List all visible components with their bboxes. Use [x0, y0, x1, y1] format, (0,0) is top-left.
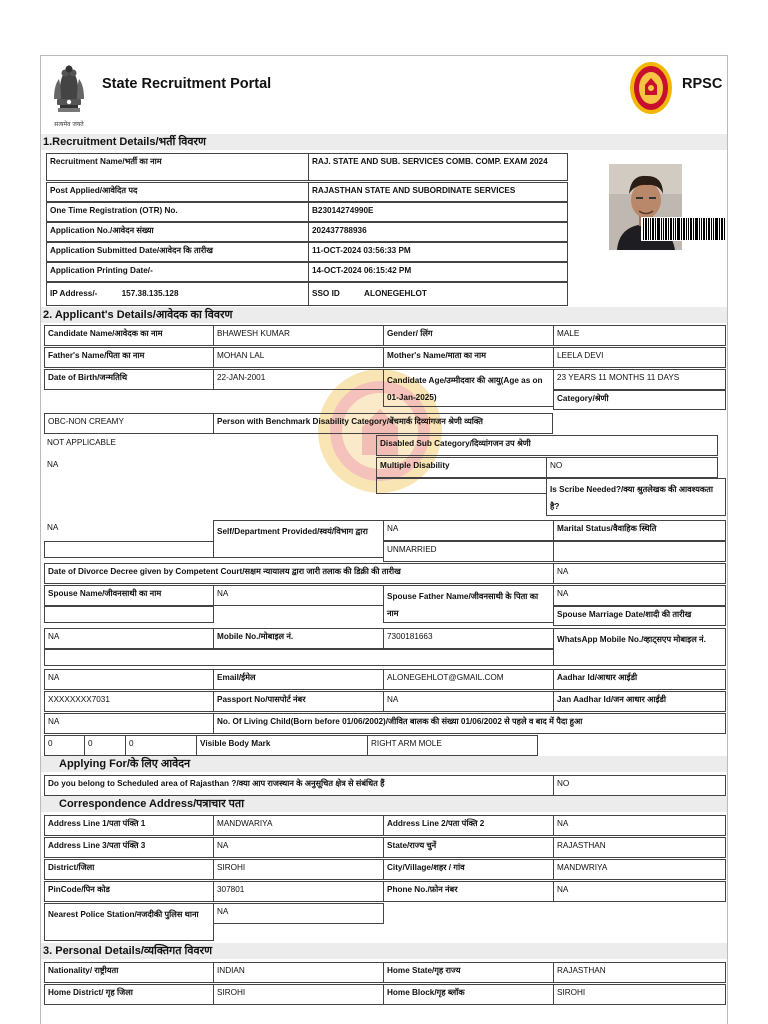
city-value: MANDWRIYA: [553, 859, 726, 880]
mobile-value: 7300181663: [383, 628, 554, 649]
passport-value: NA: [383, 691, 554, 712]
application-form-page: [40, 55, 728, 1024]
multiple-disability-label: Multiple Disability: [376, 457, 547, 478]
candidate-name-label: Candidate Name/आवेदक का नाम: [44, 325, 214, 346]
pwbd-label: Person with Benchmark Disability Category/बेंचमार्क दिव्यांगजन श्रेणी व्यक्ति: [213, 413, 553, 434]
jan-aadhar-value: NA: [44, 713, 214, 734]
living-child-value: 0: [125, 735, 197, 756]
portal-title: State Recruitment Portal: [102, 76, 272, 92]
father-name-label: Father's Name/पिता का नाम: [44, 347, 214, 368]
state-value: RAJASTHAN: [553, 837, 726, 858]
candidate-age-label: Candidate Age/उम्मीदवार की आयु(Age as on 01-Jan-2025): [383, 369, 554, 407]
dob-value: 22-JAN-2001: [213, 369, 384, 390]
self-provided-value: NA: [383, 520, 554, 541]
post-applied-label: Post Applied/आवेदित पद: [46, 182, 309, 202]
ip-address-value: 157.38.135.128: [121, 289, 179, 298]
emblem-caption: सत्यमेव जयते: [54, 121, 84, 128]
barcode-icon: [641, 217, 728, 241]
spouse-marriage-value: NA: [44, 628, 214, 649]
post-applied-value: RAJASTHAN STATE AND SUBORDINATE SERVICES: [308, 182, 568, 202]
empty-cell: [44, 606, 214, 623]
district-label: District/जिला: [44, 859, 214, 880]
jan-aadhar-label: Jan Aadhar Id/जन आधार आईडी: [553, 691, 726, 712]
address-line1-label: Address Line 1/पता पंक्ति 1: [44, 815, 214, 836]
self-provided-label: Self/Department Provided/स्वयं/विभाग द्वारा: [213, 520, 384, 558]
application-no-label: Application No./आवेदन संख्या: [46, 222, 309, 242]
address-line2-label: Address Line 2/पता पंक्ति 2: [383, 815, 554, 836]
gender-label: Gender/ लिंग: [383, 325, 554, 346]
printing-date-label: Application Printing Date/-: [46, 262, 309, 282]
body-mark-label: Visible Body Mark: [196, 735, 368, 756]
state-label: State/राज्य चुनें: [383, 837, 554, 858]
police-station-value: NA: [213, 903, 384, 924]
rpsc-label: RPSC: [682, 76, 723, 92]
spouse-marriage-label: Spouse Marriage Date/शादी की तारीख: [553, 606, 726, 626]
pwbd-value: NOT APPLICABLE: [47, 438, 117, 447]
empty-cell: [376, 478, 547, 494]
multiple-disability-value: NO: [546, 457, 718, 478]
empty-cell: [553, 541, 726, 562]
whatsapp-value: NA: [44, 669, 214, 690]
scribe-needed-value: NA: [47, 523, 59, 532]
phone-label: Phone No./फ़ोन नंबर: [383, 881, 554, 902]
scheduled-area-label: Do you belong to Scheduled area of Rajasthan ?/क्या आप राजस्थान के अनुसूचित क्षेत्र से संबंधित हैं: [44, 775, 554, 796]
marital-status-label: Marital Status/वैवाहिक स्थिति: [553, 520, 726, 541]
spouse-father-label: Spouse Father Name/जीवनसाथी के पिता का नाम: [383, 585, 554, 623]
dob-label: Date of Birth/जन्मतिथि: [44, 369, 214, 390]
sso-id-label: SSO ID: [312, 289, 340, 298]
marital-status-value: UNMARRIED: [383, 541, 554, 562]
otr-value: B23014274990E: [308, 202, 568, 222]
application-no-value: 202437788936: [308, 222, 568, 242]
aadhar-value: XXXXXXXX7031: [44, 691, 214, 712]
district-value: SIROHI: [213, 859, 384, 880]
disabled-sub-value: NA: [47, 460, 59, 469]
pincode-label: PinCode/पिन कोड: [44, 881, 214, 902]
scheduled-area-value: NO: [553, 775, 726, 796]
nationality-label: Nationality/ राष्ट्रीयता: [44, 962, 214, 983]
home-block-label: Home Block/गृह ब्लॉक: [383, 984, 554, 1005]
submitted-date-label: Application Submitted Date/आवेदन कि तारीख: [46, 242, 309, 262]
home-district-value: SIROHI: [213, 984, 384, 1005]
empty-cell: [44, 541, 214, 558]
pincode-value: 307801: [213, 881, 384, 902]
whatsapp-label: WhatsApp Mobile No./व्हाट्सएप मोबाइल नं.: [553, 628, 726, 666]
address-line3-label: Address Line 3/पता पंक्ति 3: [44, 837, 214, 858]
mother-name-label: Mother's Name/माता का नाम: [383, 347, 554, 368]
home-state-label: Home State/गृह राज्य: [383, 962, 554, 983]
national-emblem-icon: [48, 59, 90, 129]
divorce-date-value: NA: [553, 563, 726, 584]
mobile-label: Mobile No./मोबाइल नं.: [213, 628, 384, 649]
address-line2-value: NA: [553, 815, 726, 836]
email-label: Email/ईमेल: [213, 669, 384, 690]
category-label: Category/श्रेणी: [553, 390, 726, 410]
section-applying-for: Applying For/के लिए आवेदन: [41, 756, 728, 772]
police-station-label: Nearest Police Station/नजदीकी पुलिस थाना: [44, 903, 214, 941]
disabled-sub-label: Disabled Sub Category/दिव्यांगजन उप श्रेणी: [376, 435, 718, 456]
body-mark-value: RIGHT ARM MOLE: [367, 735, 538, 756]
empty-cell: [44, 649, 554, 666]
address-line1-value: MANDWARIYA: [213, 815, 384, 836]
section-personal-details: 3. Personal Details/व्यक्तिगत विवरण: [41, 943, 728, 959]
divorce-date-label: Date of Divorce Decree given by Competent Court/सक्षम न्यायालय द्वारा जारी तलाक की डिक्री की तारीख: [44, 563, 554, 584]
section-correspondence-address: Correspondence Address/पत्राचार पता: [41, 796, 728, 812]
spouse-name-label: Spouse Name/जीवनसाथी का नाम: [44, 585, 214, 606]
candidate-name-value: BHAWESH KUMAR: [213, 325, 384, 346]
otr-label: One Time Registration (OTR) No.: [46, 202, 309, 222]
living-child-value: 0: [44, 735, 85, 756]
candidate-age-value: 23 YEARS 11 MONTHS 11 DAYS: [553, 369, 726, 390]
living-child-label: No. Of Living Child(Born before 01/06/2002)/जीवित बालक की संख्या 01/06/2002 से पहले व बाद में पैदा हुआ: [213, 713, 726, 734]
nationality-value: INDIAN: [213, 962, 384, 983]
section-applicant-details: 2. Applicant's Details/आवेदक का विवरण: [41, 307, 728, 323]
recruitment-name-value: RAJ. STATE AND SUB. SERVICES COMB. COMP. EXAM 2024: [308, 153, 568, 181]
passport-label: Passport No/पासपोर्ट नंबर: [213, 691, 384, 712]
section-recruitment-details: 1.Recruitment Details/भर्ती विवरण: [41, 134, 728, 150]
sso-id-cell: [308, 282, 568, 306]
home-district-label: Home District/ गृह जिला: [44, 984, 214, 1005]
city-label: City/Village/शहर / गांव: [383, 859, 554, 880]
mother-name-value: LEELA DEVI: [553, 347, 726, 368]
ip-address-cell: [46, 282, 309, 306]
portal-header: [41, 56, 728, 131]
category-value: OBC-NON CREAMY: [44, 413, 214, 434]
address-line3-value: NA: [213, 837, 384, 858]
rpsc-logo-icon: [629, 61, 673, 115]
phone-value: NA: [553, 881, 726, 902]
scribe-needed-label: Is Scribe Needed?/क्या श्रुतलेखक की आवश्यकता है?: [546, 478, 726, 516]
living-child-value: 0: [84, 735, 126, 756]
spouse-father-value: NA: [553, 585, 726, 606]
home-block-value: SIROHI: [553, 984, 726, 1005]
aadhar-label: Aadhar Id/आधार आईडी: [553, 669, 726, 690]
submitted-date-value: 11-OCT-2024 03:56:33 PM: [308, 242, 568, 262]
email-value: ALONEGEHLOT@GMAIL.COM: [383, 669, 554, 690]
ip-address-label: IP Address/-: [50, 289, 98, 298]
spouse-name-value: NA: [213, 585, 384, 606]
father-name-value: MOHAN LAL: [213, 347, 384, 368]
printing-date-value: 14-OCT-2024 06:15:42 PM: [308, 262, 568, 282]
home-state-value: RAJASTHAN: [553, 962, 726, 983]
gender-value: MALE: [553, 325, 726, 346]
sso-id-value: ALONEGEHLOT: [364, 289, 427, 298]
recruitment-name-label: Recruitment Name/भर्ती का नाम: [46, 153, 309, 181]
